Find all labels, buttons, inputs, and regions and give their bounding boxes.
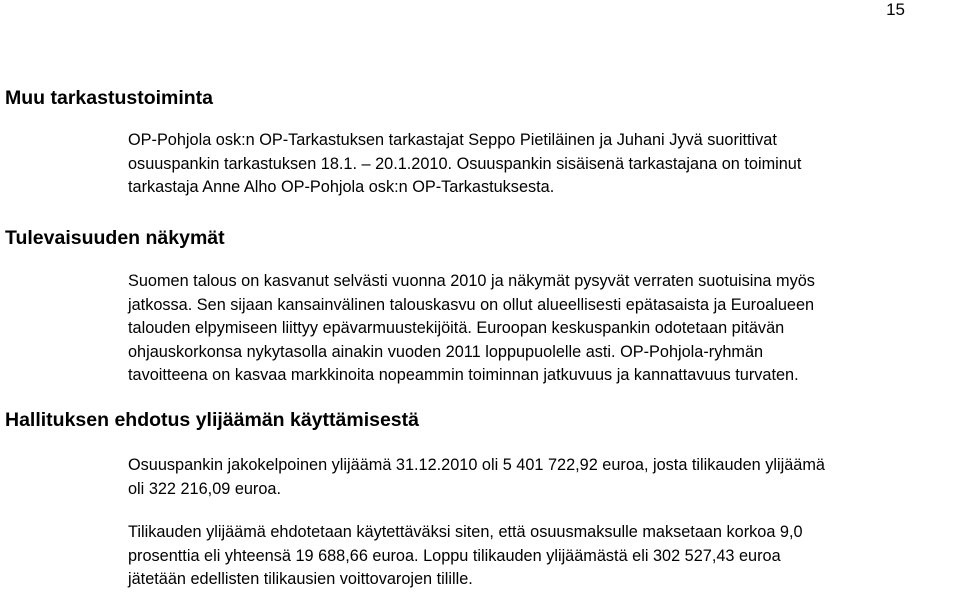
paragraph-line: jätetään edellisten tilikausien voittovarojen tilille. [128,570,473,588]
paragraph-line: tarkastaja Anne Alho OP-Pohjola osk:n OP-Tarkastuksesta. [128,178,555,196]
paragraph-line: prosenttia eli yhteensä 19 688,66 euroa. Loppu tilikauden ylijäämästä eli 302 527,43 euroa [128,546,781,565]
paragraph-line: osuuspankin tarkastuksen 18.1. – 20.1.2010. Osuuspankin sisäisenä tarkastajana on toiminut [128,154,802,173]
paragraph-line: tavoitteena on kasvaa markkinoita nopeammin toiminnan jatkuvuus ja kannattavuus turvaten. [128,366,799,384]
section-heading-tulevaisuuden-nakymat: Tulevaisuuden näkymät [5,227,225,249]
paragraph-line: OP-Pohjola osk:n OP-Tarkastuksen tarkastajat Seppo Pietiläinen ja Juhani Jyvä suorittivat [128,131,777,149]
paragraph-ylijaama [128,454,946,501]
paragraph-line: talouden elpymiseen liittyy epävarmuustekijöitä. Euroopan keskuspankin odotetaan pitävän [128,319,785,337]
paragraph-line: oli 322 216,09 euroa. [128,479,281,498]
paragraph-ehdotus [128,521,946,592]
section-heading-muu-tarkastustoiminta: Muu tarkastustoiminta [5,87,214,109]
paragraph-tarkastus [128,129,946,200]
paragraph-line: Tilikauden ylijäämä ehdotetaan käytettäväksi siten, että osuusmaksulle maksetaan korkoa 9,0 [128,523,803,541]
paragraph-line: ohjauskorkonsa nykytasolla ainakin vuoden 2011 loppupuolelle asti. OP-Pohjola-ryhmän [128,342,764,361]
paragraph-line: jatkossa. Sen sijaan kansainvälinen talouskasvu on ollut alueellisesti epätasaista ja Euroalueen [128,295,815,314]
paragraph-line: Osuuspankin jakokelpoinen ylijäämä 31.12.2010 oli 5 401 722,92 euroa, josta tilikauden ylijäämä [128,456,825,474]
section-heading-hallituksen-ehdotus: Hallituksen ehdotus ylijäämän käyttämisestä [5,409,419,431]
paragraph-line: Suomen talous on kasvanut selvästi vuonna 2010 ja näkymät pysyvät verraten suotuisina myös [128,272,815,290]
paragraph-talous [128,270,946,388]
page-number: 15 [886,0,905,19]
